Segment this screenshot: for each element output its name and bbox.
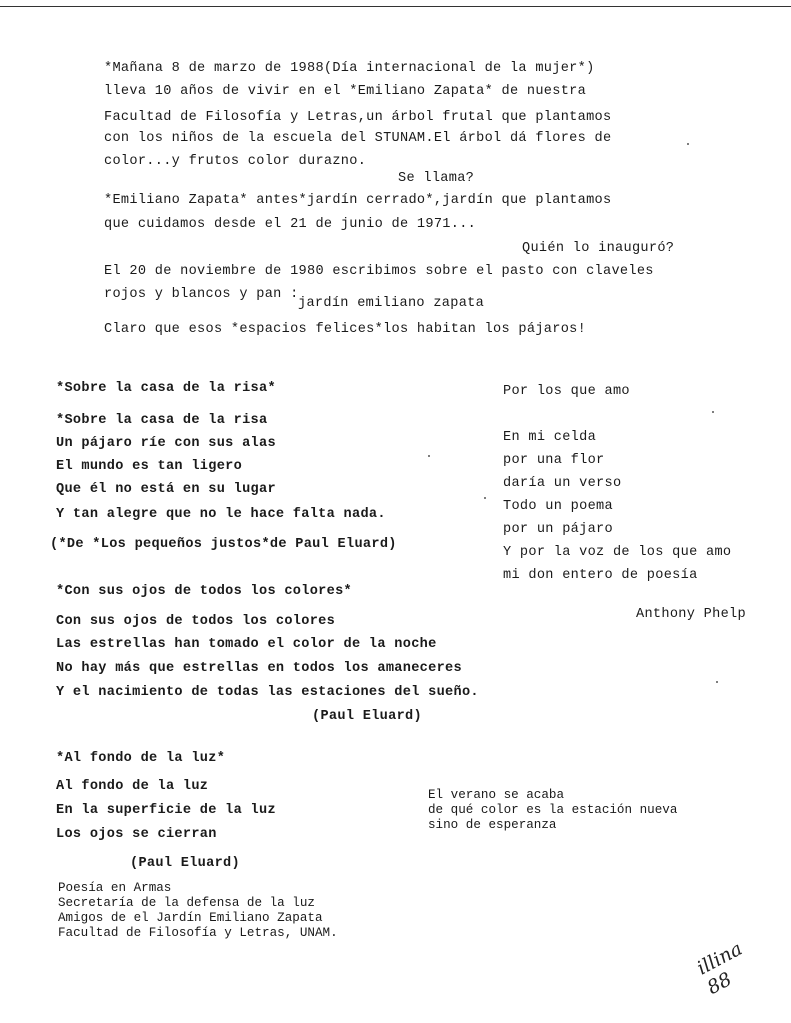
footer-line-3: Amigos de el Jardín Emiliano Zapata [58,911,323,925]
scan-speck [484,497,486,499]
poem4-title: Por los que amo [503,384,630,399]
poem4-line-6: Y por la voz de los que amo [503,545,732,560]
intro-line-2: lleva 10 años de vivir en el *Emiliano Zapata* de nuestra [104,84,587,99]
intro-line-4: con los niños de la escuela del STUNAM.El árbol dá flores de [104,131,612,146]
poem1-line-1: *Sobre la casa de la risa [56,413,268,428]
intro-line-7: que cuidamos desde el 21 de junio de 1971... [104,217,477,232]
poem4-line-5: por un pájaro [503,522,613,537]
handwritten-signature: illina 88 [693,937,746,999]
verano-line-2: de qué color es la estación nueva [428,803,678,817]
footer-line-1: Poesía en Armas [58,881,172,895]
poem3-line-3: Los ojos se cierran [56,827,217,842]
poem3-line-2: En la superficie de la luz [56,803,276,818]
intro-line-1: *Mañana 8 de marzo de 1988(Día internacional de la mujer*) [104,61,595,76]
poem2-line-2: Las estrellas han tomado el color de la noche [56,637,437,652]
poem2-title: *Con sus ojos de todos los colores* [56,584,353,599]
intro-question-2: Quién lo inauguró? [522,241,675,256]
poem4-line-2: por una flor [503,453,605,468]
footer-line-4: Facultad de Filosofía y Letras, UNAM. [58,926,338,940]
poem1-line-2: Un pájaro ríe con sus alas [56,436,276,451]
poem4-line-7: mi don entero de poesía [503,568,698,583]
intro-question-1: Se llama? [398,171,475,186]
poem3-title: *Al fondo de la luz* [56,751,226,766]
poem4-line-4: Todo un poema [503,499,613,514]
intro-line-8: El 20 de noviembre de 1980 escribimos sobre el pasto con claveles [104,264,654,279]
verano-line-3: sino de esperanza [428,818,557,832]
intro-line-5: color...y frutos color durazno. [104,154,367,169]
scan-speck [716,681,718,683]
poem1-title: *Sobre la casa de la risa* [56,381,276,396]
poem1-credit: (*De *Los pequeños justos*de Paul Eluard) [50,537,397,552]
poem1-line-4: Que él no está en su lugar [56,482,276,497]
scan-speck [428,455,430,457]
poem2-line-4: Y el nacimiento de todas las estaciones del sueño. [56,685,479,700]
poem4-line-1: En mi celda [503,430,597,445]
verano-line-1: El verano se acaba [428,788,565,802]
poem2-line-3: No hay más que estrellas en todos los amaneceres [56,661,462,676]
scan-speck [687,143,689,145]
footer-line-2: Secretaría de la defensa de la luz [58,896,315,910]
poem2-line-1: Con sus ojos de todos los colores [56,614,336,629]
intro-line-9b: jardín emiliano zapata [298,296,485,311]
poem1-line-5: Y tan alegre que no le hace falta nada. [56,507,386,522]
intro-line-9: rojos y blancos y pan : [104,287,299,302]
poem1-line-3: El mundo es tan ligero [56,459,243,474]
poem3-line-1: Al fondo de la luz [56,779,209,794]
intro-line-6: *Emiliano Zapata* antes*jardín cerrado*,jardín que plantamos [104,193,612,208]
intro-line-3: Facultad de Filosofía y Letras,un árbol frutal que plantamos [104,110,612,125]
poem3-credit: (Paul Eluard) [130,856,240,871]
scan-speck [712,411,714,413]
poem4-line-3: daría un verso [503,476,622,491]
intro-line-10: Claro que esos *espacios felices*los habitan los pájaros! [104,322,587,337]
poem2-credit: (Paul Eluard) [312,709,422,724]
top-edge-rule [0,6,791,7]
poem4-author: Anthony Phelp [636,607,746,622]
